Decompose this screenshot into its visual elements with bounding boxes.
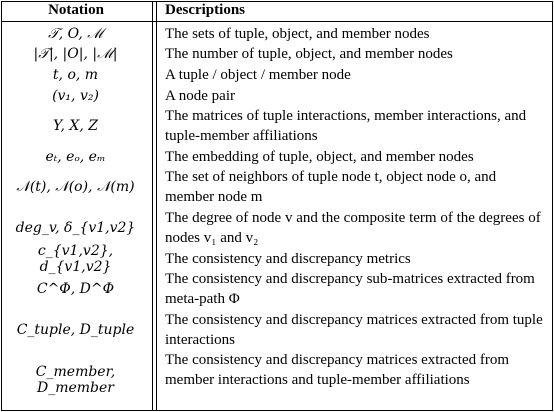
column-divider-a	[152, 1, 153, 411]
table-bottom-rule	[1, 410, 553, 411]
table-row-description: The sets of tuple, object, and member nodes	[165, 26, 430, 42]
table-row-notation: C_member, D_member	[35, 364, 116, 396]
table-row-notation: 𝒯, O, ℳ	[48, 26, 103, 42]
table-row-notation: (v₁, v₂)	[52, 88, 99, 104]
table-row-description: The number of tuple, object, and member nodes	[165, 46, 453, 62]
table-row-description: The consistency and discrepancy sub-matrices extracted from meta-path Φ	[165, 271, 535, 307]
table-row-description: A tuple / object / member node	[165, 67, 351, 83]
table-row-description: The consistency and discrepancy metrics	[165, 251, 411, 267]
table-row-description: The embedding of tuple, object, and member nodes	[165, 149, 474, 165]
table-row-description: A node pair	[165, 88, 235, 104]
table-row-notation: c_{v1,v2}, d_{v1,v2}	[37, 243, 114, 275]
table-row-description: The set of neighbors of tuple node t, object node o, and member node m	[165, 169, 497, 205]
table-row-description: The degree of node v and the composite term of the degrees of nodes v₁ and v₂	[165, 210, 541, 246]
table-row-notation: Y, X, Z	[53, 118, 98, 134]
header-rule	[1, 21, 553, 22]
table-row-notation: eₜ, eₒ, eₘ	[45, 149, 106, 165]
descriptions-column-header: Descriptions	[165, 2, 245, 18]
table-row-description: The consistency and discrepancy matrices extracted from member interactions and tuple-member affiliations	[165, 352, 510, 388]
notation-column-header: Notation	[48, 2, 104, 18]
table-row-description: The consistency and discrepancy matrices extracted from tuple interactions	[165, 312, 543, 348]
table-row-description: The matrices of tuple interactions, member interactions, and tuple-member affiliations	[165, 108, 527, 144]
table-row-notation: |𝒯|, |O|, |ℳ|	[33, 46, 118, 62]
table-row-notation: t, o, m	[52, 67, 99, 83]
table-row-notation: deg_v, δ_{v1,v2}	[15, 220, 136, 236]
right-border	[552, 1, 553, 411]
table-row-notation: 𝒩(t), 𝒩(o), 𝒩(m)	[16, 179, 135, 195]
column-divider-b	[156, 1, 157, 411]
table-row-notation: C_tuple, D_tuple	[16, 322, 135, 338]
table-row-notation: C^Φ, D^Φ	[36, 281, 115, 297]
